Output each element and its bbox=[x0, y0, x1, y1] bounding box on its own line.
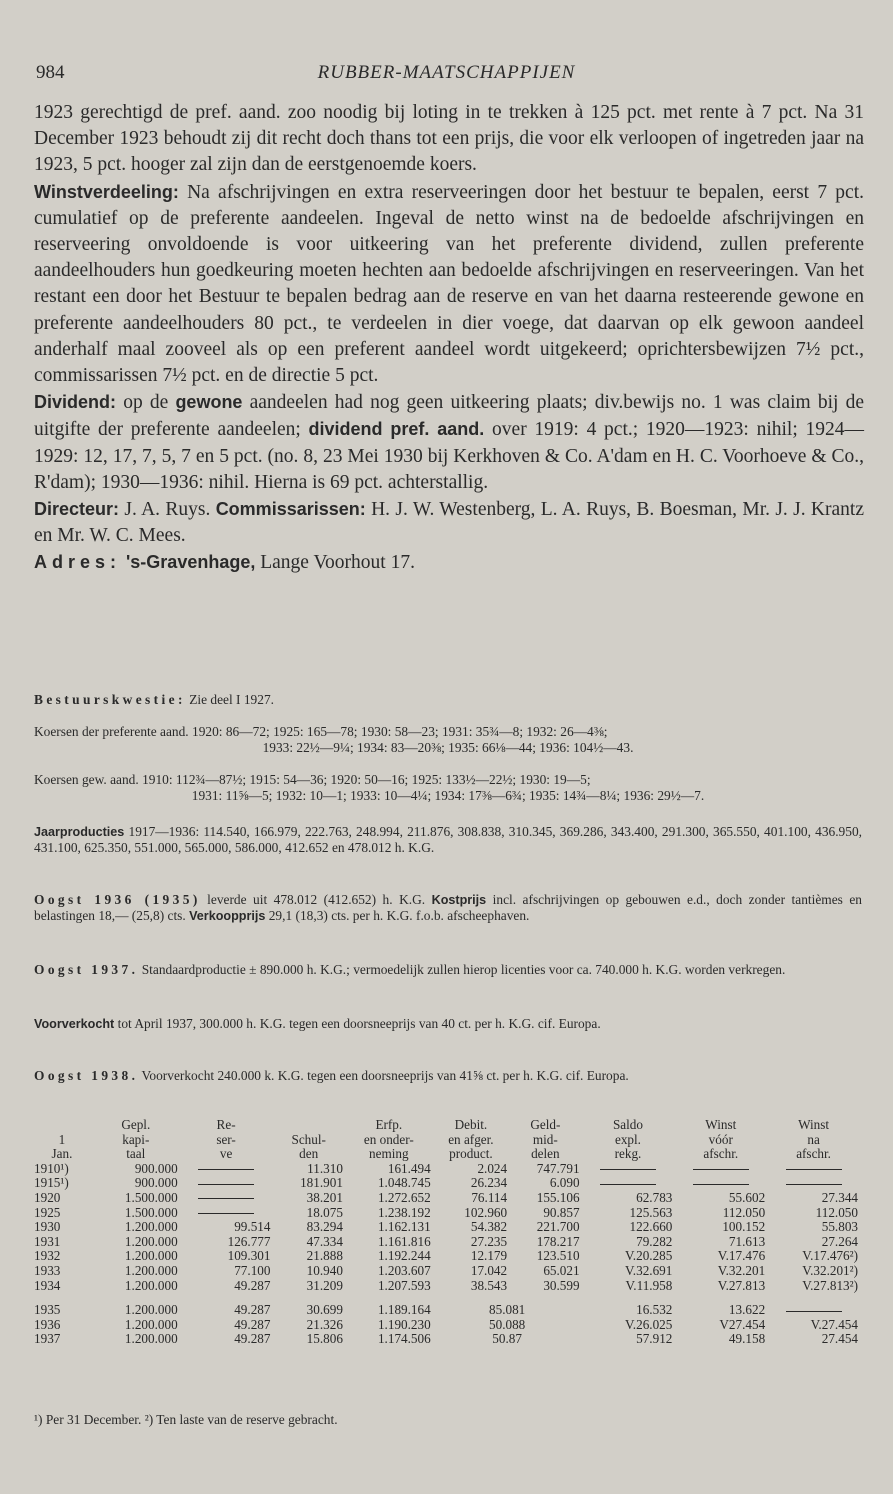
table-cell: 122.660 bbox=[629, 1219, 673, 1235]
table-cell: 21.326 bbox=[306, 1316, 343, 1332]
dividend-pref-label: dividend pref. aand. bbox=[308, 419, 485, 440]
table-body bbox=[32, 1162, 860, 1347]
table-cell: 27.264 bbox=[821, 1233, 858, 1249]
oogst-1938-text: Voorverkocht 240.000 k. K.G. tegen een doorsneeprijs van 41⅝ ct. per h. K.G. cif. Europa. bbox=[138, 1068, 629, 1083]
table-cell: 27.344 bbox=[821, 1189, 858, 1205]
table-cell: 15.806 bbox=[306, 1331, 343, 1347]
table-cell: 1935 bbox=[34, 1302, 61, 1318]
table-cell: 13.622 bbox=[728, 1302, 766, 1318]
table-cell: 30.599 bbox=[543, 1277, 580, 1293]
oogst-1938-label: Oogst 1938. bbox=[34, 1068, 139, 1083]
column-header bbox=[433, 1118, 509, 1162]
oogst-1937 bbox=[34, 962, 862, 978]
table-cell bbox=[767, 1176, 860, 1191]
column-header-line: expl. bbox=[614, 1131, 641, 1147]
table-cell: 1.048.745 bbox=[377, 1175, 431, 1191]
table-cell: 16.532 bbox=[636, 1302, 673, 1318]
table-cell: 123.510 bbox=[536, 1248, 580, 1264]
oogst-1937-text: Standaardproductie ± 890.000 h. K.G.; vermoedelijk zullen hierop licenties voor ca. 740.000 h. K.G. worden verkregen. bbox=[138, 962, 786, 977]
table-row bbox=[32, 1176, 860, 1191]
table-row bbox=[32, 1332, 860, 1347]
column-header-line: Erfp. bbox=[375, 1117, 403, 1132]
table-cell: 62.783 bbox=[636, 1189, 673, 1205]
table-cell: V.32.201²) bbox=[802, 1262, 858, 1278]
table-cell: 181.901 bbox=[300, 1175, 343, 1191]
table-cell: V.26.025 bbox=[624, 1316, 673, 1332]
table-cell: 1.200.000 bbox=[124, 1277, 178, 1293]
table-cell bbox=[582, 1176, 675, 1191]
table-cell: 1936 bbox=[34, 1316, 61, 1332]
balance-table bbox=[32, 1118, 860, 1347]
dividend-gewone: gewone bbox=[175, 392, 243, 413]
adres-place: 's-Gravenhage, bbox=[121, 552, 256, 573]
table-cell: 6.090 bbox=[549, 1175, 580, 1191]
column-header bbox=[674, 1118, 767, 1162]
table-cell: 18.075 bbox=[306, 1204, 343, 1220]
table-cell: 1.500.000 bbox=[124, 1204, 178, 1220]
dividend-text-1: op de bbox=[116, 392, 176, 414]
kostprijs-text: incl. afschrijvingen op gebouwen e.d., doch zonder tantièmes en belastingen 18,— (25,8) cts. bbox=[34, 892, 862, 923]
paragraph-dividend bbox=[34, 389, 864, 496]
table-cell: 11.310 bbox=[307, 1160, 343, 1176]
table-cell: 79.282 bbox=[636, 1233, 673, 1249]
table-cell: V.27.813²) bbox=[802, 1277, 858, 1293]
table-cell: 155.106 bbox=[536, 1189, 580, 1205]
adres-text: Lange Voorhout 17. bbox=[255, 552, 415, 574]
table-cell: 1931 bbox=[34, 1233, 61, 1249]
table-cell: 1915¹) bbox=[34, 1175, 69, 1191]
table-cell bbox=[767, 1293, 860, 1318]
jaarproducties-label: Jaarproducties bbox=[34, 825, 125, 839]
table-cell: 55.602 bbox=[728, 1189, 766, 1205]
table-cell: 71.613 bbox=[728, 1233, 766, 1249]
winstverdeeling-label: Winstverdeeling: bbox=[34, 181, 179, 202]
table-cell: 1.192.244 bbox=[377, 1248, 431, 1264]
table-row bbox=[32, 1206, 860, 1221]
table-cell: 26.234 bbox=[470, 1175, 508, 1191]
verkoopprijs-label: Verkoopprijs bbox=[189, 909, 266, 923]
column-header-line: afschr. bbox=[703, 1146, 739, 1162]
table-cell: 125.563 bbox=[629, 1204, 673, 1220]
table-cell: 1934 bbox=[34, 1277, 61, 1293]
column-header bbox=[767, 1118, 860, 1162]
table-cell: 1933 bbox=[34, 1262, 61, 1278]
jaarproducties bbox=[34, 824, 862, 856]
table-cell bbox=[180, 1176, 273, 1191]
voorverkocht bbox=[34, 1016, 862, 1032]
table-cell: 1.200.000 bbox=[124, 1262, 178, 1278]
column-header-line: en afger. bbox=[448, 1131, 494, 1147]
table-cell: 47.334 bbox=[306, 1233, 343, 1249]
column-header bbox=[582, 1118, 675, 1162]
table-cell: 31.209 bbox=[306, 1277, 343, 1293]
table-cell: 57.912 bbox=[636, 1331, 673, 1347]
table-cell: 99.514 bbox=[234, 1219, 271, 1235]
column-header-line: Winst bbox=[705, 1117, 737, 1132]
table-cell: 30.699 bbox=[306, 1302, 343, 1318]
table-cell: 55.803 bbox=[821, 1219, 858, 1235]
dividend-text-3: over 1919: 4 pct.; 1920—1923: nihil; 1924—1929: 12, 17, 7, 5, 7 en 5 pct. (no. 8, 23 Mei 1930 bij Kerkhoven & Co. A'dam en H. C. Voorhoeve & Co., R'dam); 1930—1936: nihil. Hierna is 69 pct. achterstallig. bbox=[34, 419, 864, 493]
table-cell: 1.200.000 bbox=[124, 1233, 178, 1249]
verkoopprijs-text: 29,1 (18,3) cts. per h. K.G. f.o.b. afscheephaven. bbox=[265, 908, 530, 923]
empty-dash bbox=[786, 1169, 842, 1170]
table-cell: 1.200.000 bbox=[124, 1248, 178, 1264]
table-cell: 49.287 bbox=[234, 1316, 271, 1332]
table-cell bbox=[674, 1162, 767, 1177]
column-header-line: mid- bbox=[532, 1131, 558, 1147]
empty-dash bbox=[198, 1169, 254, 1170]
table-cell: 178.217 bbox=[536, 1233, 580, 1249]
column-header-line: taal bbox=[126, 1146, 146, 1162]
column-header-line: den bbox=[299, 1146, 319, 1162]
adres-label: Adres: bbox=[34, 552, 122, 573]
column-header-line: kapi- bbox=[122, 1131, 150, 1147]
empty-dash bbox=[693, 1184, 749, 1185]
table-cell: 1.200.000 bbox=[124, 1302, 178, 1318]
table-cell: 1.500.000 bbox=[124, 1189, 178, 1205]
column-header-line: Geld- bbox=[530, 1117, 561, 1132]
table-row bbox=[32, 1220, 860, 1235]
column-header bbox=[272, 1118, 344, 1162]
directeur-text: J. A. Ruys. bbox=[119, 499, 216, 521]
column-header-line: vóór bbox=[708, 1131, 733, 1147]
table-cell: 112.050 bbox=[815, 1204, 858, 1220]
bestuurskwestie-label: Bestuurskwestie: bbox=[34, 692, 186, 707]
table-row bbox=[32, 1318, 860, 1333]
table-row bbox=[32, 1191, 860, 1206]
table-cell: 49.158 bbox=[728, 1331, 766, 1347]
footnote: ¹) Per 31 December. ²) Ten laste van de reserve gebracht. bbox=[34, 1412, 338, 1427]
column-header bbox=[345, 1118, 433, 1162]
column-header-line: Schul- bbox=[291, 1131, 326, 1147]
empty-dash bbox=[600, 1169, 656, 1170]
table-cell: V.11.958 bbox=[625, 1277, 673, 1293]
table-cell: 126.777 bbox=[227, 1233, 271, 1249]
oogst-1936-text: leverde uit 478.012 (412.652) h. K.G. bbox=[200, 892, 432, 907]
jaarproducties-text: 1917—1936: 114.540, 166.979, 222.763, 248.994, 211.876, 308.838, 310.345, 369.286, 343.400, 291.300, 365.550, 401.100, 436.950, 431.100, 625.350, 551.000, 565.000, 586.000, 412.652 en 478.012 h. K.G. bbox=[34, 824, 862, 855]
table-cell: 102.960 bbox=[464, 1204, 508, 1220]
winstverdeeling-text: Na afschrijvingen en extra reserveeringen door het bestuur te bepalen, eerst 7 pct. cumulatief op de preferente aandeelen. Ingeval de netto winst na de bedoelde afschrijvingen en reserveering onvoldoende is voor uitkeering van het preferente dividend, zullen preferente aandeelhouders hun goedkeuring moeten hechten aan bedoelde afschrijvingen en reserveeringen. Van het restant een door het Bestuur te bepalen bedrag aan de reserve en van het daarna resteerende gewone en preferente aandeelhouders 80 pct., te verdeelen in dier voege, dat daarvan op elk gewoon aandeel anderhalf maal zooveel als op een preferent aandeel wordt uitgekeerd; oprichtersbewijzen 7½ pct., commissarissen 7½ pct. en de directie 5 pct. bbox=[34, 181, 864, 387]
table-cell: 65.021 bbox=[543, 1262, 580, 1278]
empty-dash bbox=[693, 1169, 749, 1170]
column-header-line: Debit. bbox=[454, 1117, 488, 1132]
table-cell: 900.000 bbox=[134, 1175, 178, 1191]
table-cell: 1.272.652 bbox=[377, 1189, 431, 1205]
empty-dash bbox=[600, 1184, 656, 1185]
commissarissen-text: H. J. W. Westenberg, L. A. Ruys, B. Boesman, Mr. J. J. Krantz en Mr. W. C. Mees. bbox=[34, 499, 864, 547]
header-row bbox=[32, 1118, 860, 1162]
table-cell: 1.238.192 bbox=[377, 1204, 431, 1220]
table-head bbox=[32, 1118, 860, 1162]
table-row bbox=[32, 1162, 860, 1177]
table-cell: 49.287 bbox=[234, 1302, 271, 1318]
column-header-line: 1 bbox=[58, 1131, 66, 1147]
oogst-1937-label: Oogst 1937. bbox=[34, 962, 139, 977]
table-cell bbox=[180, 1191, 273, 1206]
table-cell: 2.024 bbox=[477, 1160, 508, 1176]
paragraph-directie bbox=[34, 496, 864, 549]
koersen-pref-line2: 1933: 22½—9¼; 1934: 83—20⅜; 1935: 66⅛—44; 1936: 104½—43. bbox=[262, 740, 634, 755]
table-cell: 112.050 bbox=[722, 1204, 766, 1220]
table-row bbox=[32, 1279, 860, 1294]
column-header-line: rekg. bbox=[614, 1146, 642, 1162]
table-cell: 900.000 bbox=[134, 1160, 178, 1176]
table-cell: V.17.476²) bbox=[802, 1248, 858, 1264]
kostprijs-label: Kostprijs bbox=[431, 893, 487, 907]
commissarissen-label: Commissarissen: bbox=[215, 499, 366, 520]
table-cell: 50.088 bbox=[489, 1316, 526, 1332]
empty-dash bbox=[198, 1184, 254, 1185]
column-header-line: Winst bbox=[798, 1117, 830, 1132]
table-cell: 10.940 bbox=[306, 1262, 343, 1278]
table-cell: 1.190.230 bbox=[377, 1316, 431, 1332]
table-cell: 1.161.816 bbox=[377, 1233, 431, 1249]
table-cell: V.20.285 bbox=[624, 1248, 673, 1264]
table-cell: 100.152 bbox=[722, 1219, 766, 1235]
oogst-1938 bbox=[34, 1068, 862, 1084]
column-header-line: product. bbox=[449, 1146, 493, 1162]
table-cell: 1.200.000 bbox=[124, 1331, 178, 1347]
table-cell: 747.791 bbox=[536, 1160, 580, 1176]
table-cell: 1930 bbox=[34, 1219, 61, 1235]
table-cell: 1.200.000 bbox=[124, 1219, 178, 1235]
column-header-line: afschr. bbox=[796, 1146, 831, 1162]
table-cell: 90.857 bbox=[543, 1204, 580, 1220]
column-header bbox=[509, 1118, 581, 1162]
table-cell: 21.888 bbox=[306, 1248, 343, 1264]
column-header-line: en onder- bbox=[363, 1131, 414, 1147]
table-cell: 109.301 bbox=[227, 1248, 271, 1264]
empty-dash bbox=[786, 1184, 842, 1185]
koersen-gew-line1: Koersen gew. aand. 1910: 112¾—87½; 1915: 54—36; 1920: 50—16; 1925: 133½—22½; 1930: 19—5; bbox=[34, 772, 591, 787]
table-cell: 38.543 bbox=[470, 1277, 508, 1293]
column-header-line: Re- bbox=[216, 1117, 236, 1132]
oogst-1936-label: Oogst 1936 (1935) bbox=[34, 892, 201, 907]
table-row bbox=[32, 1249, 860, 1264]
table-row bbox=[32, 1235, 860, 1250]
table-cell: 17.042 bbox=[470, 1262, 508, 1278]
table-cell: 85.081 bbox=[489, 1302, 526, 1318]
table-row bbox=[32, 1293, 860, 1318]
koersen-gewone bbox=[34, 772, 862, 804]
column-header-line: Saldo bbox=[612, 1117, 643, 1132]
table-cell: 1.162.131 bbox=[377, 1219, 431, 1235]
table-cell: 54.382 bbox=[470, 1219, 508, 1235]
directeur-label: Directeur: bbox=[34, 499, 120, 520]
table-cell: 1920 bbox=[34, 1189, 61, 1205]
column-header-line: Jan. bbox=[51, 1146, 73, 1162]
table-cell: 12.179 bbox=[470, 1248, 508, 1264]
table-cell: 49.287 bbox=[234, 1331, 271, 1347]
table-cell: 77.100 bbox=[234, 1262, 271, 1278]
column-header bbox=[180, 1118, 273, 1162]
table-cell: V.32.201 bbox=[717, 1262, 766, 1278]
empty-dash bbox=[198, 1213, 254, 1214]
column-header-line: delen bbox=[531, 1146, 560, 1162]
column-header-line: ve bbox=[219, 1146, 233, 1162]
empty-dash bbox=[786, 1311, 842, 1312]
table-cell: 1.174.506 bbox=[377, 1331, 431, 1347]
paragraph-winstverdeeling bbox=[34, 179, 864, 390]
page-number: 984 bbox=[36, 62, 65, 83]
table-cell: V.32.691 bbox=[624, 1262, 673, 1278]
column-header-line: Gepl. bbox=[121, 1117, 151, 1132]
column-header bbox=[92, 1118, 180, 1162]
dividend-text-2: aandeelen had nog geen uitkeering plaats; div.bewijs no. 1 was claim bij de uitgifte der preferente aandeelen; bbox=[34, 392, 864, 441]
table-cell: 1925 bbox=[34, 1204, 61, 1220]
table-cell: 50.87 bbox=[492, 1331, 522, 1347]
column-header-line: ser- bbox=[216, 1131, 236, 1147]
table-cell: 1937 bbox=[34, 1331, 61, 1347]
table-cell: 1.200.000 bbox=[124, 1316, 178, 1332]
table-cell: 161.494 bbox=[387, 1160, 431, 1176]
table-cell: V.17.476 bbox=[717, 1248, 766, 1264]
table-cell: 38.201 bbox=[306, 1189, 343, 1205]
bestuurskwestie bbox=[34, 692, 862, 708]
table-cell: 1.189.164 bbox=[377, 1302, 431, 1318]
table-cell bbox=[674, 1176, 767, 1191]
page-header bbox=[36, 62, 857, 88]
table-cell: 1910¹) bbox=[34, 1160, 69, 1176]
table-cell bbox=[180, 1162, 273, 1177]
paragraph-intro: 1923 gerechtigd de pref. aand. zoo noodig bij loting in te trekken à 125 pct. met rente à 7 pct. Na 31 December 1923 behoudt zij dit recht doch thans tot een prijs, die voor elk verloopen of ingetreden jaar na 1923, 5 pct. hooger zal zijn dan de eerstgenoemde koers. bbox=[34, 102, 864, 176]
table-cell: 27.454 bbox=[821, 1331, 858, 1347]
table-cell: 221.700 bbox=[536, 1219, 580, 1235]
voorverkocht-label: Voorverkocht bbox=[34, 1017, 115, 1031]
table-cell: 1932 bbox=[34, 1248, 61, 1264]
table-cell: 1.203.607 bbox=[377, 1262, 431, 1278]
running-title: RUBBER-MAATSCHAPPIJEN bbox=[317, 62, 576, 83]
table-row bbox=[32, 1264, 860, 1279]
empty-dash bbox=[198, 1198, 254, 1199]
table-cell: 49.287 bbox=[234, 1277, 271, 1293]
table-cell: V27.454 bbox=[719, 1316, 766, 1332]
table-cell: 83.294 bbox=[306, 1219, 343, 1235]
column-header-line: neming bbox=[369, 1146, 409, 1162]
paragraph-adres bbox=[34, 549, 864, 576]
koersen-gew-line2: 1931: 11⅝—5; 1932: 10—1; 1933: 10—4¼; 1934: 17⅜—6¾; 1935: 14¾—8¼; 1936: 29½—7. bbox=[191, 788, 705, 803]
table-cell: 1.207.593 bbox=[377, 1277, 431, 1293]
table-cell: V.27.454 bbox=[810, 1316, 858, 1332]
table-cell: 76.114 bbox=[471, 1189, 508, 1205]
main-text bbox=[34, 100, 864, 577]
dividend-label: Dividend: bbox=[34, 392, 117, 413]
voorverkocht-text: tot April 1937, 300.000 h. K.G. tegen een doorsneeprijs van 40 ct. per h. K.G. cif. Europa. bbox=[114, 1016, 601, 1031]
table-cell bbox=[180, 1206, 273, 1221]
bestuurskwestie-text: Zie deel I 1927. bbox=[185, 692, 274, 707]
table-cell: V.27.813 bbox=[717, 1277, 766, 1293]
column-header bbox=[32, 1118, 92, 1162]
oogst-1936 bbox=[34, 892, 862, 924]
table-cell: 27.235 bbox=[470, 1233, 508, 1249]
koersen-preferente bbox=[34, 724, 862, 756]
column-header-line: na bbox=[807, 1131, 820, 1147]
table-cell bbox=[767, 1162, 860, 1177]
koersen-pref-line1: Koersen der preferente aand. 1920: 86—72; 1925: 165—78; 1930: 58—23; 1931: 35¾—8; 1932: 26—4⅜; bbox=[34, 724, 608, 739]
table-cell bbox=[582, 1162, 675, 1177]
